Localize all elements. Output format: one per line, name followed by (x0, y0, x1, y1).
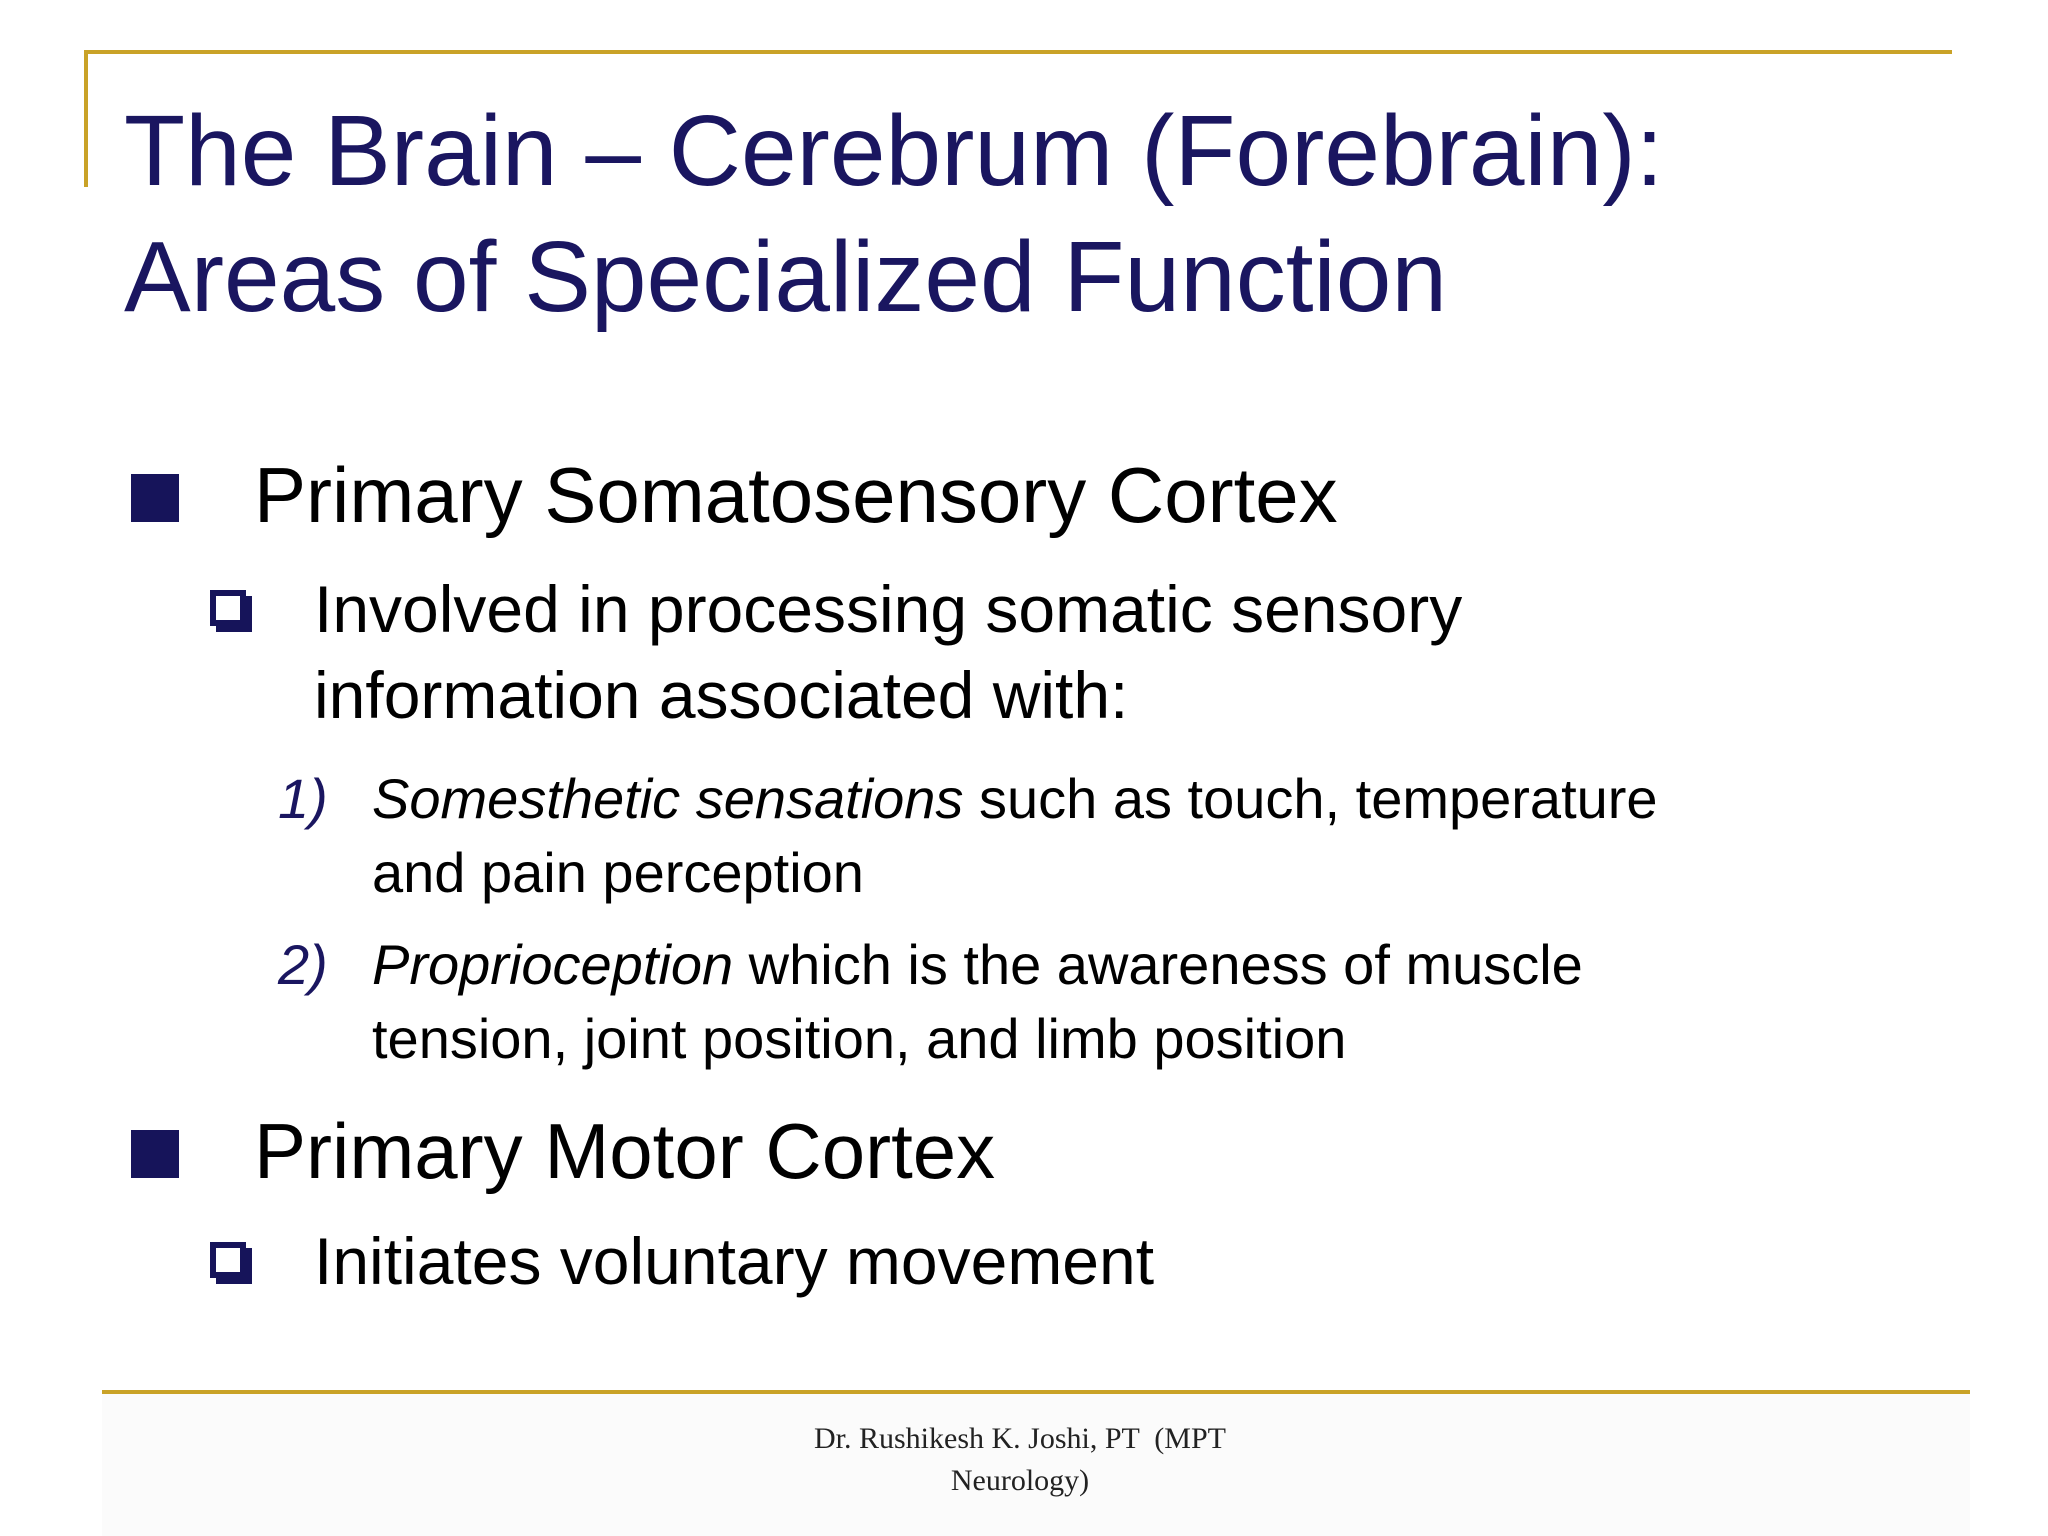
item-1-emphasis: Somesthetic sensations (372, 767, 964, 830)
filled-square-icon (131, 1130, 179, 1178)
numbered-item-1-line-2: and pain perception (372, 841, 864, 904)
footer-credit (700, 1418, 1340, 1502)
filled-square-icon (131, 474, 179, 522)
section-heading-motor: Primary Motor Cortex (254, 1107, 996, 1195)
title-line-1: The Brain – Cerebrum (Forebrain): (124, 95, 1664, 207)
left-rule (84, 50, 88, 187)
numbered-item-2-line-2: tension, joint position, and limb position (372, 1007, 1347, 1070)
checkbox-icon (210, 590, 246, 626)
slide-title (124, 88, 1924, 340)
item-1-rest: such as touch, temperature (963, 767, 1658, 830)
subpoint-motor: Initiates voluntary movement (314, 1224, 1155, 1298)
subpoint-line-2: information associated with: (314, 658, 1129, 732)
item-2-emphasis: Proprioception (372, 933, 734, 996)
section-heading-somatosensory: Primary Somatosensory Cortex (254, 451, 1338, 539)
item-number-1: 1) (278, 767, 328, 830)
title-line-2: Areas of Specialized Function (124, 221, 1447, 333)
subpoint-line-1: Involved in processing somatic sensory (314, 572, 1463, 646)
top-rule (84, 50, 1952, 54)
numbered-item-2-line-1 (372, 928, 1583, 1002)
footer-line-1: Dr. Rushikesh K. Joshi, PT (MPT (813, 1422, 1226, 1455)
item-number-2: 2) (278, 933, 328, 996)
numbered-item-1-line-1 (372, 762, 1658, 836)
item-2-rest: which is the awareness of muscle (733, 933, 1583, 996)
footer-line-2: Neurology) (950, 1464, 1090, 1497)
checkbox-icon (210, 1242, 246, 1278)
bottom-rule (102, 1390, 1970, 1394)
